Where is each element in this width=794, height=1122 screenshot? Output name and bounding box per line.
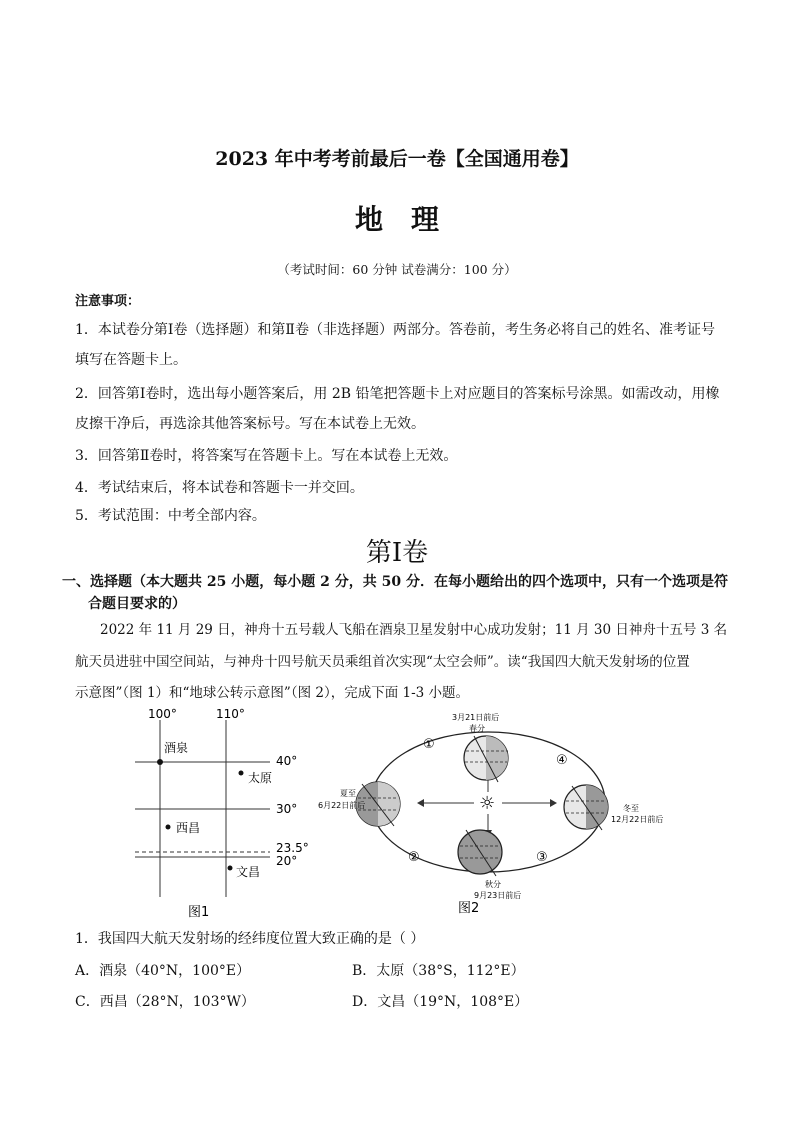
question-1-option[interactable]: D．文昌（19°N，108°E） <box>352 994 529 1010</box>
exam-title: 2023 年中考考前最后一卷【全国通用卷】 <box>215 148 579 170</box>
exam-info: （考试时间：60 分钟 试卷满分：100 分） <box>277 262 517 277</box>
notice-line: 3．回答第Ⅱ卷时，将答案写在答题卡上。写在本试卷上无效。 <box>75 448 458 464</box>
orbit-marker: ③ <box>536 850 548 865</box>
notice-line: 填写在答题卡上。 <box>75 352 187 368</box>
notice-line: 5．考试范围：中考全部内容。 <box>75 508 266 524</box>
section-heading-line: 合题目要求的） <box>88 596 186 612</box>
notice-line: 2．回答第Ⅰ卷时，选出每小题答案后，用 2B 铅笔把答题卡上对应题目的答案标号涂黑。如需改动，用橡 <box>75 386 720 402</box>
season-label: 夏至 <box>340 789 356 798</box>
site-dot <box>157 759 163 765</box>
passage-line: 航天员进驻中国空间站，与神舟十四号航天员乘组首次实现“太空会师”。读“我国四大航天发射场的位置 <box>75 654 690 670</box>
notice-line: 1．本试卷分第Ⅰ卷（选择题）和第Ⅱ卷（非选择题）两部分。答卷前，考生务必将自己的姓名、准考证号 <box>75 322 715 338</box>
season-label: 秋分 <box>485 880 501 889</box>
orbit-marker: ④ <box>556 753 568 768</box>
notice-line: 4．考试结束后，将本试卷和答题卡一并交回。 <box>75 480 364 496</box>
site-label: 西昌 <box>176 821 201 835</box>
date-label: 6月22日前后 <box>318 801 366 810</box>
date-label: 9月23日前后 <box>474 891 522 900</box>
section-heading-line: 一、选择题（本大题共 25 小题，每小题 2 分，共 50 分．在每小题给出的四个选项中，只有一个选项是符 <box>62 574 728 590</box>
lat-label: 20° <box>276 854 298 868</box>
figure-2-revolution <box>318 706 678 918</box>
date-label: 3月21日前后 <box>452 713 500 722</box>
orbit-marker: ② <box>408 850 420 865</box>
earth-spring-equinox <box>464 736 508 782</box>
lon-label: 100° <box>148 707 177 721</box>
section-heading <box>62 571 742 615</box>
season-label: 春分 <box>469 724 485 733</box>
question-1-option[interactable]: C．西昌（28°N，103°W） <box>75 994 255 1010</box>
site-dot <box>228 866 233 871</box>
question-1-stem: 1．我国四大航天发射场的经纬度位置大致正确的是（ ） <box>75 931 425 947</box>
subject-title: 地理 <box>354 203 467 236</box>
figure-1-map <box>120 702 320 922</box>
site-label: 太原 <box>248 771 273 785</box>
site-label: 酒泉 <box>164 741 189 755</box>
passage-line: 2022 年 11 月 29 日，神舟十五号载人飞船在酒泉卫星发射中心成功发射；11 月 30 日神舟十五号 3 名 <box>100 622 728 638</box>
notice-line: 皮擦干净后，再选涂其他答案标号。写在本试卷上无效。 <box>75 416 425 432</box>
earth-winter-solstice <box>564 785 608 830</box>
figure-caption: 图2 <box>458 901 480 916</box>
earth-autumn-equinox <box>458 830 502 876</box>
lon-label: 110° <box>216 707 245 721</box>
lat-label: 30° <box>276 802 298 816</box>
lat-label: 40° <box>276 754 298 768</box>
season-label: 冬至 <box>623 804 639 813</box>
orbit-marker: ① <box>423 737 435 752</box>
site-dot <box>239 771 244 776</box>
site-label: 文昌 <box>236 865 261 879</box>
figure-caption: 图1 <box>188 905 210 920</box>
question-1-option[interactable]: B．太原（38°S，112°E） <box>352 963 525 979</box>
date-label: 12月22日前后 <box>611 815 664 824</box>
site-dot <box>166 825 171 830</box>
notice-heading: 注意事项： <box>75 294 141 309</box>
part-title: 第Ⅰ卷 <box>365 538 429 568</box>
passage-line: 示意图”（图 1）和“地球公转示意图”（图 2），完成下面 1-3 小题。 <box>75 685 470 701</box>
lat-label: 23.5° <box>276 841 309 855</box>
sun-icon: ☼ <box>479 793 496 814</box>
question-1-option[interactable]: A．酒泉（40°N，100°E） <box>75 963 251 979</box>
